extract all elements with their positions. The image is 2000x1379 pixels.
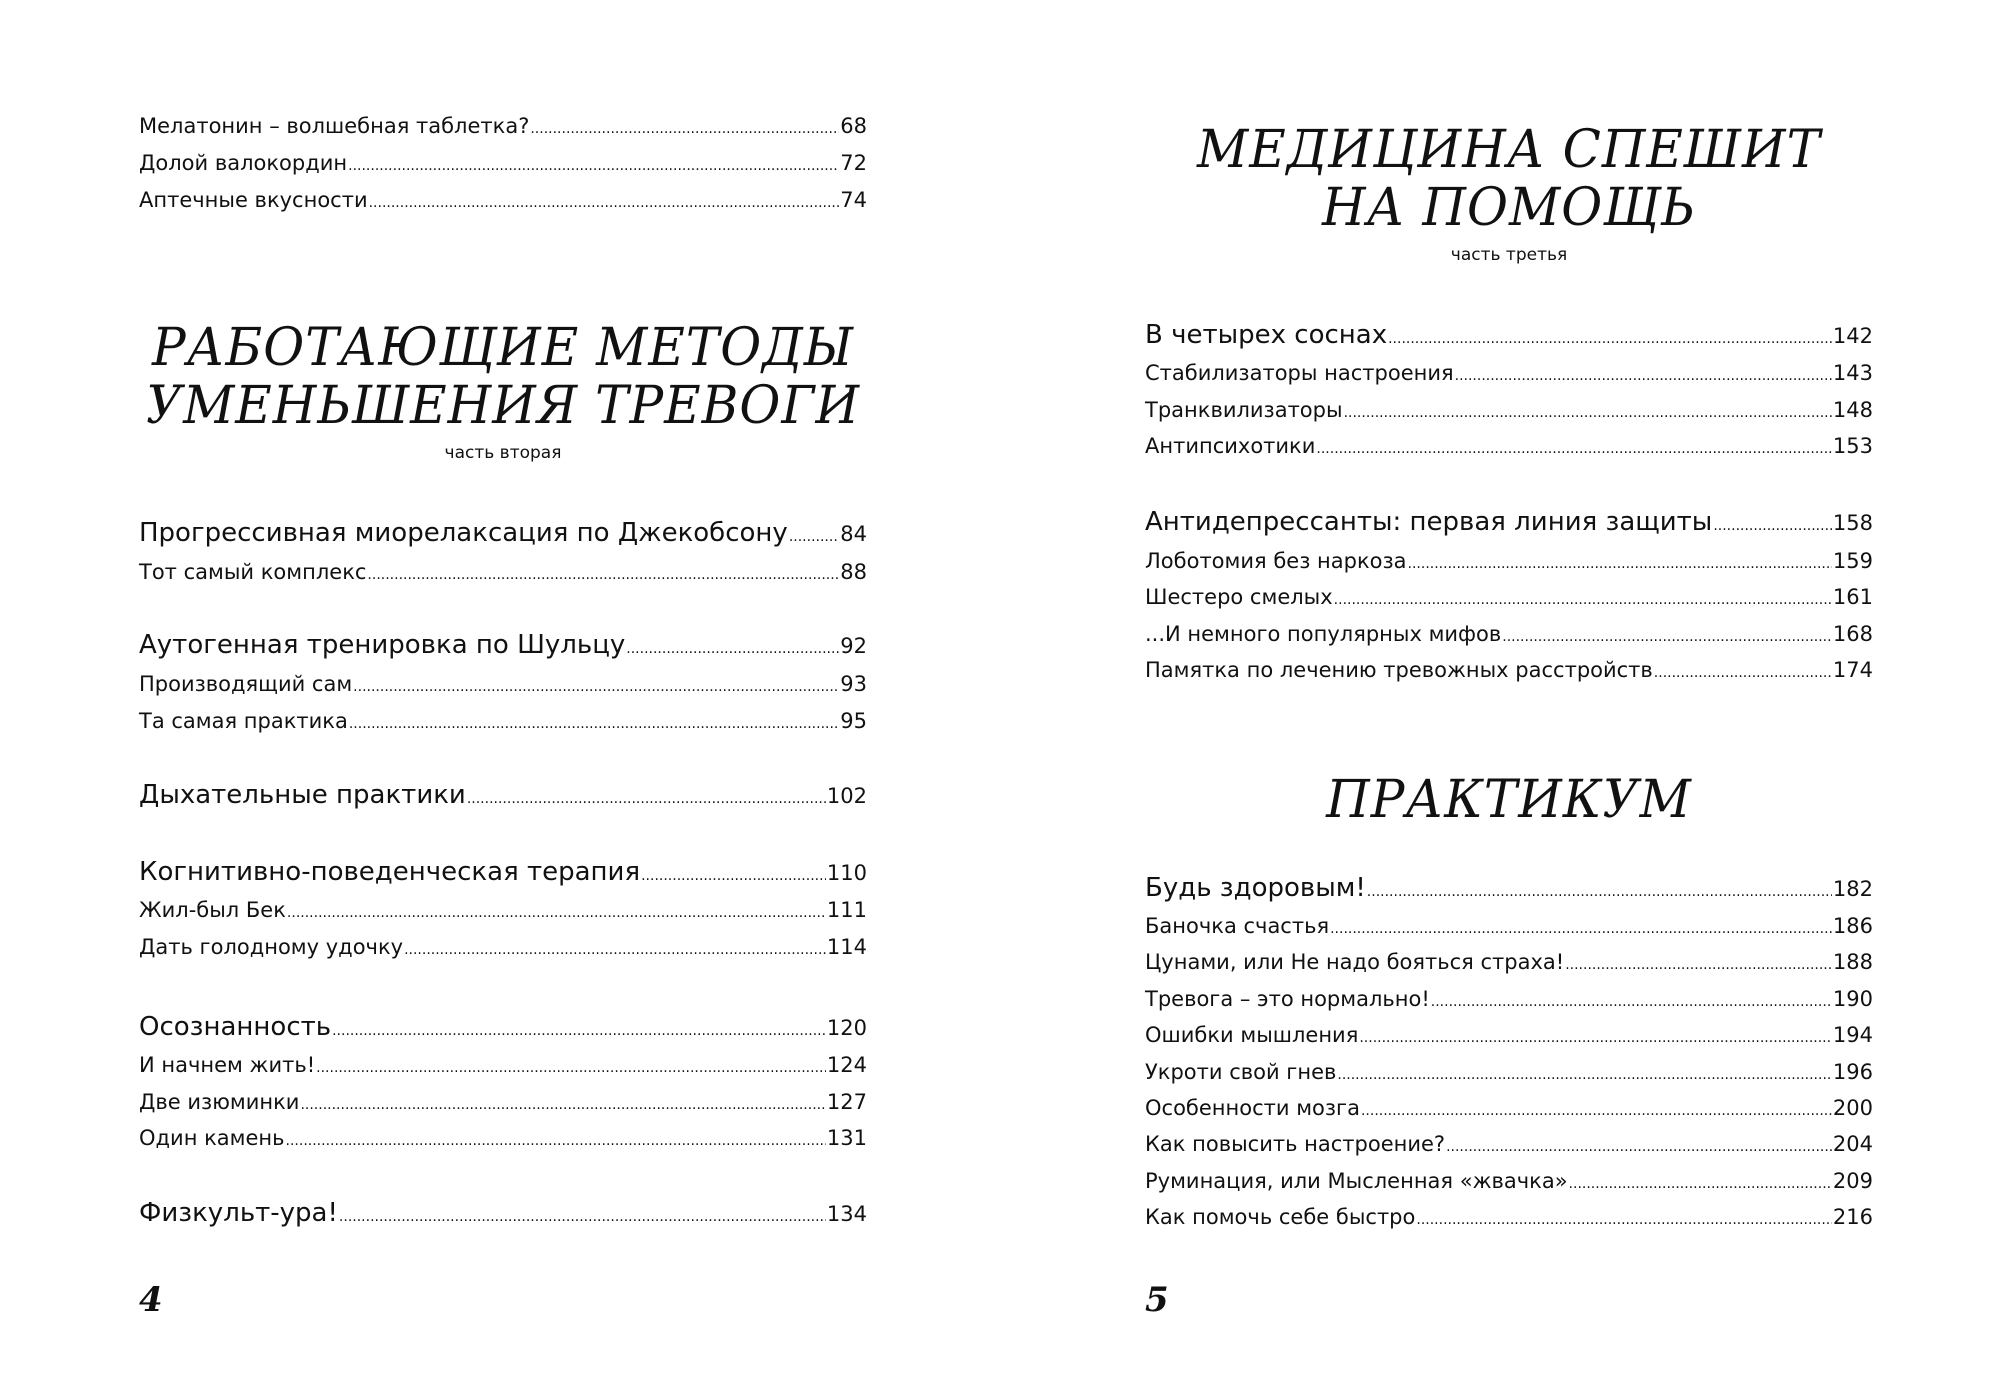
- toc-entry-page: 102: [826, 784, 867, 808]
- toc-entry[interactable]: [139, 672, 867, 696]
- toc-entry-title: Лоботомия без наркоза: [1145, 549, 1407, 573]
- toc-entry-title: Аутогенная тренировка по Шульцу: [139, 630, 626, 660]
- toc-entry-page: 204: [1832, 1132, 1873, 1156]
- leader-dots: [467, 780, 826, 810]
- toc-entry[interactable]: [1145, 1205, 1873, 1229]
- toc-entry-main[interactable]: [1145, 320, 1873, 350]
- toc-entry-page: 92: [840, 634, 867, 658]
- leader-dots: [348, 151, 839, 175]
- leader-dots: [1367, 873, 1832, 903]
- toc-entry-page: 194: [1832, 1023, 1873, 1047]
- section-title: [1145, 120, 1873, 236]
- toc-entry-page: 209: [1832, 1169, 1873, 1193]
- toc-entry-page: 196: [1832, 1060, 1873, 1084]
- toc-entry-title: Когнитивно-поведенческая терапия: [139, 857, 641, 887]
- toc-entry[interactable]: [139, 188, 867, 212]
- toc-entry[interactable]: [1145, 1169, 1873, 1193]
- toc-entry-title: Как помочь себе быстро: [1145, 1205, 1416, 1229]
- section-title: [139, 318, 867, 434]
- toc-entry-main[interactable]: [139, 857, 867, 887]
- toc-entry-title: Тревога – это нормально!: [1145, 987, 1430, 1011]
- toc-entry-page: 153: [1832, 434, 1873, 458]
- toc-entry-page: 84: [840, 522, 867, 546]
- part-label: часть вторая: [444, 443, 562, 463]
- toc-entry-title: Цунами, или Не надо бояться страха!: [1145, 950, 1565, 974]
- toc-entry[interactable]: [139, 1053, 867, 1077]
- toc-entry-title: В четырех соснах: [1145, 320, 1388, 350]
- leader-dots: [1361, 1096, 1832, 1120]
- toc-entry-title: Прогрессивная миорелаксация по Джекобсону: [139, 518, 788, 548]
- leader-dots: [1455, 361, 1832, 385]
- leader-dots: [789, 518, 839, 548]
- toc-entry-page: 72: [840, 151, 867, 175]
- toc-entry-page: 124: [826, 1053, 867, 1077]
- toc-entry[interactable]: [1145, 1132, 1873, 1156]
- right-page: [1000, 0, 2000, 1379]
- page-number: 4: [139, 1280, 163, 1320]
- leader-dots: [1502, 622, 1832, 646]
- leader-dots: [1316, 434, 1832, 458]
- toc-entry-title: Стабилизаторы настроения: [1145, 361, 1454, 385]
- leader-dots: [1654, 658, 1832, 682]
- toc-entry[interactable]: [139, 1126, 867, 1150]
- toc-entry-main[interactable]: [139, 780, 867, 810]
- toc-entry-page: 216: [1832, 1205, 1873, 1229]
- toc-entry-title: Баночка счастья: [1145, 914, 1330, 938]
- toc-entry-page: 88: [840, 560, 867, 584]
- leader-dots: [404, 935, 826, 959]
- toc-entry-title: Жил-был Бек: [139, 898, 286, 922]
- toc-entry-page: 158: [1832, 511, 1873, 535]
- toc-entry-title: Антипсихотики: [1145, 434, 1316, 458]
- leader-dots: [369, 188, 840, 212]
- leader-dots: [1431, 987, 1832, 1011]
- leader-dots: [286, 1126, 826, 1150]
- leader-dots: [1408, 549, 1832, 573]
- leader-dots: [339, 1198, 826, 1228]
- toc-entry-title: Руминация, или Мысленная «жвачка»: [1145, 1169, 1568, 1193]
- toc-entry[interactable]: [139, 1090, 867, 1114]
- toc-entry[interactable]: [1145, 549, 1873, 573]
- toc-entry[interactable]: [1145, 950, 1873, 974]
- toc-entry-title: Особенности мозга: [1145, 1096, 1360, 1120]
- leader-dots: [287, 898, 826, 922]
- leader-dots: [1569, 1169, 1832, 1193]
- leader-dots: [626, 630, 839, 660]
- toc-entry[interactable]: [1145, 1023, 1873, 1047]
- toc-entry-page: 68: [840, 114, 867, 138]
- toc-entry-page: 127: [826, 1090, 867, 1114]
- toc-entry-page: 186: [1832, 914, 1873, 938]
- page-number: 5: [1145, 1280, 1169, 1320]
- toc-entry-page: 143: [1832, 361, 1873, 385]
- leader-dots: [530, 114, 839, 138]
- toc-entry-title: Долой валокордин: [139, 151, 348, 175]
- toc-entry-page: 74: [840, 188, 867, 212]
- toc-entry-title: Транквилизаторы: [1145, 398, 1343, 422]
- toc-entry-title: Аптечные вкусности: [139, 188, 368, 212]
- toc-entry[interactable]: [139, 560, 867, 584]
- leader-dots: [1337, 1060, 1832, 1084]
- toc-entry-title: ...И немного популярных мифов: [1145, 622, 1502, 646]
- toc-entry-title: Две изюминки: [139, 1090, 300, 1114]
- toc-entry[interactable]: [1145, 585, 1873, 609]
- leader-dots: [641, 857, 826, 887]
- leader-dots: [1565, 950, 1832, 974]
- leader-dots: [1713, 507, 1832, 537]
- leader-dots: [349, 709, 839, 733]
- part-label: часть третья: [1450, 245, 1568, 265]
- toc-entry-page: 159: [1832, 549, 1873, 573]
- toc-entry-page: 148: [1832, 398, 1873, 422]
- toc-entry-main[interactable]: [139, 1198, 867, 1228]
- toc-entry-page: 131: [826, 1126, 867, 1150]
- toc-entry-title: Осознанность: [139, 1012, 332, 1042]
- leader-dots: [1416, 1205, 1832, 1229]
- toc-entry[interactable]: [1145, 658, 1873, 682]
- toc-entry[interactable]: [1145, 914, 1873, 938]
- leader-dots: [332, 1012, 826, 1042]
- toc-entry-page: 93: [840, 672, 867, 696]
- toc-entry-page: 95: [840, 709, 867, 733]
- toc-entry-main[interactable]: [139, 518, 867, 548]
- toc-entry-page: 110: [826, 861, 867, 885]
- toc-entry[interactable]: [139, 709, 867, 733]
- toc-entry-title: Антидепрессанты: первая линия защиты: [1145, 507, 1713, 537]
- section-title-line: НА ПОМОЩЬ: [1322, 176, 1696, 238]
- toc-entry[interactable]: [139, 898, 867, 922]
- toc-entry-main[interactable]: [139, 1012, 867, 1042]
- toc-entry[interactable]: [1145, 987, 1873, 1011]
- toc-entry-title: Та самая практика: [139, 709, 348, 733]
- toc-entry-title: Производящий сам: [139, 672, 353, 696]
- toc-entry-title: Укроти свой гнев: [1145, 1060, 1337, 1084]
- section-title-line: РАБОТАЮЩИЕ МЕТОДЫ: [151, 316, 855, 378]
- toc-entry-page: 142: [1832, 324, 1873, 348]
- leader-dots: [1344, 398, 1832, 422]
- leader-dots: [300, 1090, 825, 1114]
- leader-dots: [316, 1053, 826, 1077]
- toc-entry-title: Физкульт-ура!: [139, 1198, 338, 1228]
- toc-entry-title: Тот самый комплекс: [139, 560, 367, 584]
- leader-dots: [1388, 320, 1832, 350]
- toc-entry-page: 114: [826, 935, 867, 959]
- toc-entry[interactable]: [1145, 1096, 1873, 1120]
- toc-entry[interactable]: [139, 151, 867, 175]
- section-title: [1145, 770, 1873, 828]
- toc-entry-page: 168: [1832, 622, 1873, 646]
- toc-entry[interactable]: [1145, 622, 1873, 646]
- leader-dots: [1359, 1023, 1832, 1047]
- toc-entry-page: 134: [826, 1202, 867, 1226]
- section-title-line: МЕДИЦИНА СПЕШИТ: [1197, 118, 1821, 180]
- leader-dots: [367, 560, 839, 584]
- toc-entry[interactable]: [139, 114, 867, 138]
- toc-entry-title: Памятка по лечению тревожных расстройств: [1145, 658, 1653, 682]
- toc-entry-title: И начнем жить!: [139, 1053, 316, 1077]
- toc-entry-title: Будь здоровым!: [1145, 873, 1366, 903]
- toc-entry-main[interactable]: [1145, 507, 1873, 537]
- toc-entry-page: 190: [1832, 987, 1873, 1011]
- toc-entry[interactable]: [1145, 1060, 1873, 1084]
- toc-entry-title: Как повысить настроение?: [1145, 1132, 1446, 1156]
- toc-entry-title: Мелатонин – волшебная таблетка?: [139, 114, 530, 138]
- toc-entry-page: 174: [1832, 658, 1873, 682]
- section-title-line: ПРАКТИКУМ: [1326, 768, 1692, 830]
- leader-dots: [353, 672, 839, 696]
- toc-entry-page: 111: [826, 898, 867, 922]
- toc-entry-page: 120: [826, 1016, 867, 1040]
- toc-entry-main[interactable]: [139, 630, 867, 660]
- toc-entry[interactable]: [1145, 361, 1873, 385]
- toc-entry[interactable]: [139, 935, 867, 959]
- toc-entry-page: 161: [1832, 585, 1873, 609]
- toc-entry[interactable]: [1145, 398, 1873, 422]
- toc-entry-title: Один камень: [139, 1126, 285, 1150]
- toc-entry-title: Дыхательные практики: [139, 780, 466, 810]
- toc-entry-page: 182: [1832, 877, 1873, 901]
- toc-entry-page: 188: [1832, 950, 1873, 974]
- leader-dots: [1446, 1132, 1832, 1156]
- section-title-line: УМЕНЬШЕНИЯ ТРЕВОГИ: [145, 374, 861, 436]
- toc-entry-title: Ошибки мышления: [1145, 1023, 1359, 1047]
- toc-entry-title: Шестеро смелых: [1145, 585, 1333, 609]
- leader-dots: [1334, 585, 1832, 609]
- toc-entry-page: 200: [1832, 1096, 1873, 1120]
- toc-entry[interactable]: [1145, 434, 1873, 458]
- toc-entry-main[interactable]: [1145, 873, 1873, 903]
- toc-entry-title: Дать голодному удочку: [139, 935, 404, 959]
- leader-dots: [1330, 914, 1832, 938]
